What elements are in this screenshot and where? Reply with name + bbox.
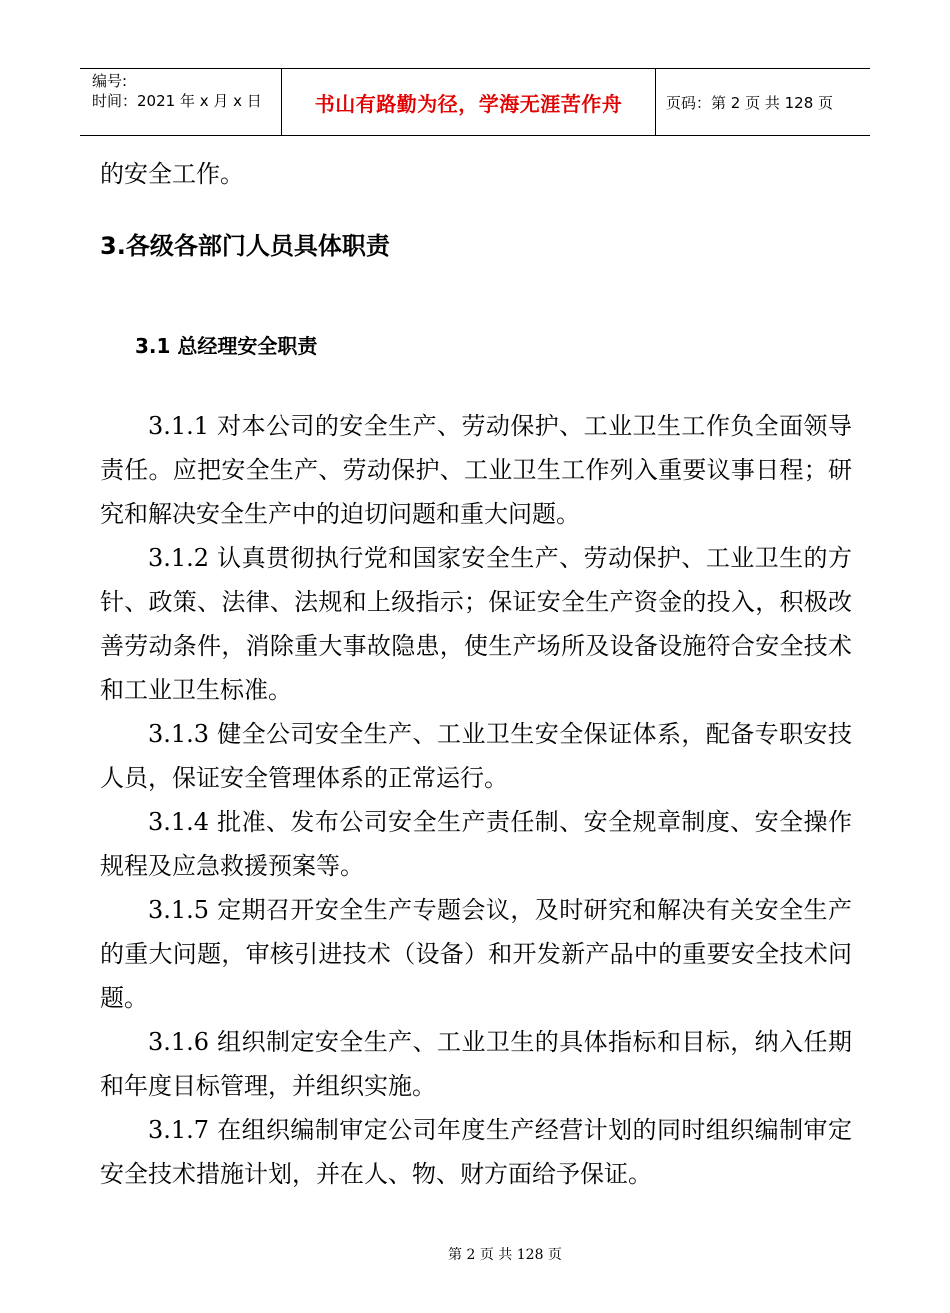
header-meta — [80, 69, 282, 135]
document-number-label: 编号: — [92, 72, 128, 90]
paragraph-3-1-1: 3.1.1 对本公司的安全生产、劳动保护、工业卫生工作负全面领导责任。应把安全生产、劳动保护、工业卫生工作列入重要议事日程；研究和解决安全生产中的迫切问题和重大问题。 — [100, 412, 852, 528]
page-footer: 第 2 页 共 128 页 — [448, 1247, 562, 1263]
page-header — [80, 68, 870, 136]
duty-paragraphs — [100, 404, 852, 1196]
header-motto: 书山有路勤为径，学海无涯苦作舟 — [282, 69, 656, 135]
paragraph-3-1-7: 3.1.7 在组织编制审定公司年度生产经营计划的同时组织编制审定安全技术措施计划，并在人、物、财方面给予保证。 — [100, 1116, 852, 1188]
subsection-heading: 3.1 总经理安全职责 — [135, 334, 318, 358]
paragraph-3-1-6: 3.1.6 组织制定安全生产、工业卫生的具体指标和目标，纳入任期和年度目标管理，并组织实施。 — [100, 1028, 852, 1100]
section-heading: 3.各级各部门人员具体职责 — [100, 232, 390, 260]
paragraph-3-1-4: 3.1.4 批准、发布公司安全生产责任制、安全规章制度、安全操作规程及应急救援预案等。 — [100, 808, 852, 880]
continuation-text: 的安全工作。 — [100, 160, 244, 188]
paragraph-3-1-5: 3.1.5 定期召开安全生产专题会议，及时研究和解决有关安全生产的重大问题，审核引进技术（设备）和开发新产品中的重要安全技术问题。 — [100, 896, 852, 1012]
header-page-info: 页码：第 2 页 共 128 页 — [666, 93, 834, 112]
document-time-label: 时间：2021 年 x 月 x 日 — [92, 92, 262, 110]
paragraph-3-1-2: 3.1.2 认真贯彻执行党和国家安全生产、劳动保护、工业卫生的方针、政策、法律、法规和上级指示；保证安全生产资金的投入，积极改善劳动条件，消除重大事故隐患，使生产场所及设备设施符合安全技术和工业卫生标准。 — [100, 544, 852, 704]
paragraph-3-1-3: 3.1.3 健全公司安全生产、工业卫生安全保证体系，配备专职安技人员，保证安全管理体系的正常运行。 — [100, 720, 852, 792]
